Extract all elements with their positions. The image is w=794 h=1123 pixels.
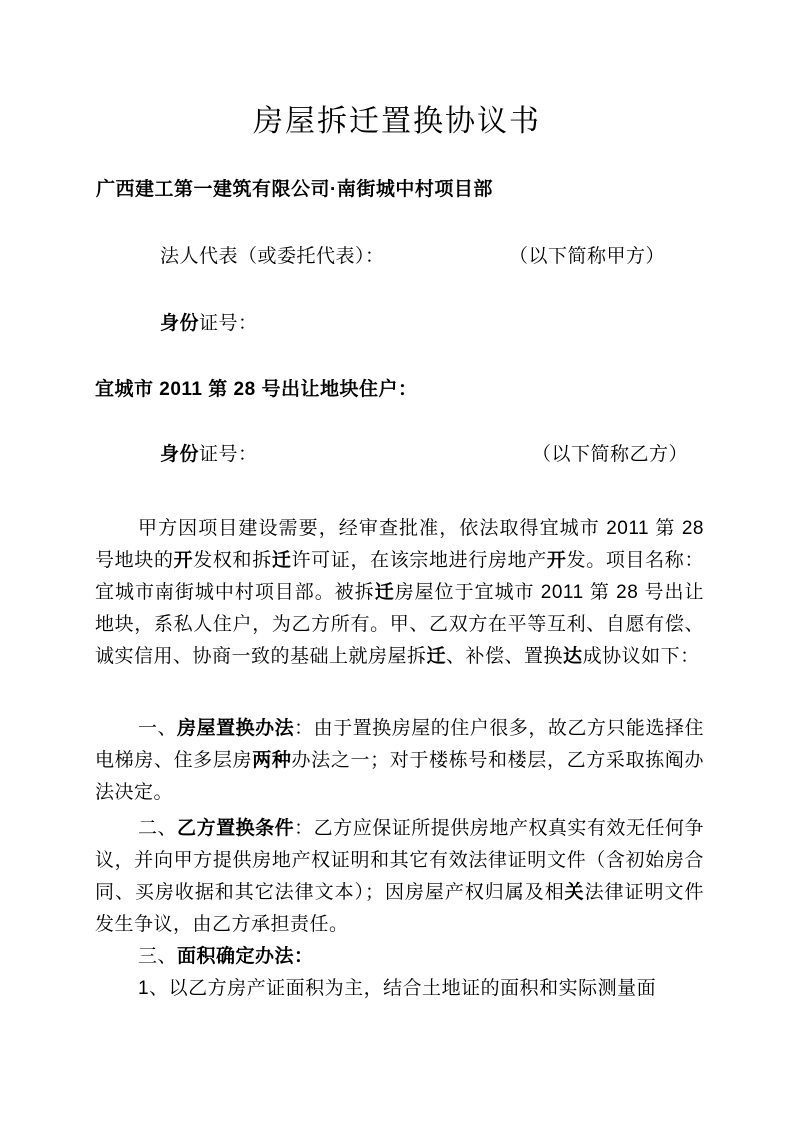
document-title: 房屋拆迁置换协议书 — [253, 105, 541, 138]
id-number-label-a: 身份证号： — [160, 313, 258, 334]
clause-2-paragraph: 二、乙方置换条件：乙方应保证所提供房地产权真实有效无任何争议，并向甲方提供房地产权证明和其它有效法律证明文件（含初始房合同、买房收据和其它法律文本）；因房屋产权归属及相关法律证明文件发生争议，由乙方承担责任。 — [95, 818, 704, 935]
clause-1-paragraph: 一、房屋置换办法：由于置换房屋的住户很多，故乙方只能选择住电梯房、住多层房两种办法之一；对于楼栋号和楼层，乙方采取拣阄办法决定。 — [95, 718, 704, 803]
party-a-name: 广西建工第一建筑有限公司·南街城中村项目部 — [96, 179, 493, 200]
party-b-alias: （以下简称乙方） — [532, 444, 689, 465]
legal-rep-label: 法人代表（或委托代表）： — [160, 246, 385, 267]
preamble-paragraph: 甲方因项目建设需要，经审查批准，依法取得宜城市 2011 第 28 号地块的开发权和拆迁许可证，在该宗地进行房地产开发。项目名称：宜城市南街城中村项目部。被拆迁房屋位于宜城市 2011 第 28 号出让地块，系私人住户，为乙方所有。甲、乙双方在平等互利、自愿有偿、诚实信用、协商一致的基础上就房屋拆迁、补偿、置换达成协议如下： — [95, 518, 704, 667]
id-number-label-b: 身份证号： — [160, 444, 258, 465]
clause-3-heading: 三、面积确定办法： — [138, 946, 314, 967]
party-b-name: 宜城市 2011 第 28 号出让地块住户： — [95, 379, 418, 400]
party-a-alias: （以下简称甲方） — [509, 246, 666, 267]
clause-3-item-1: 1、以乙方房产证面积为主，结合土地证的面积和实际测量面 — [138, 978, 657, 999]
